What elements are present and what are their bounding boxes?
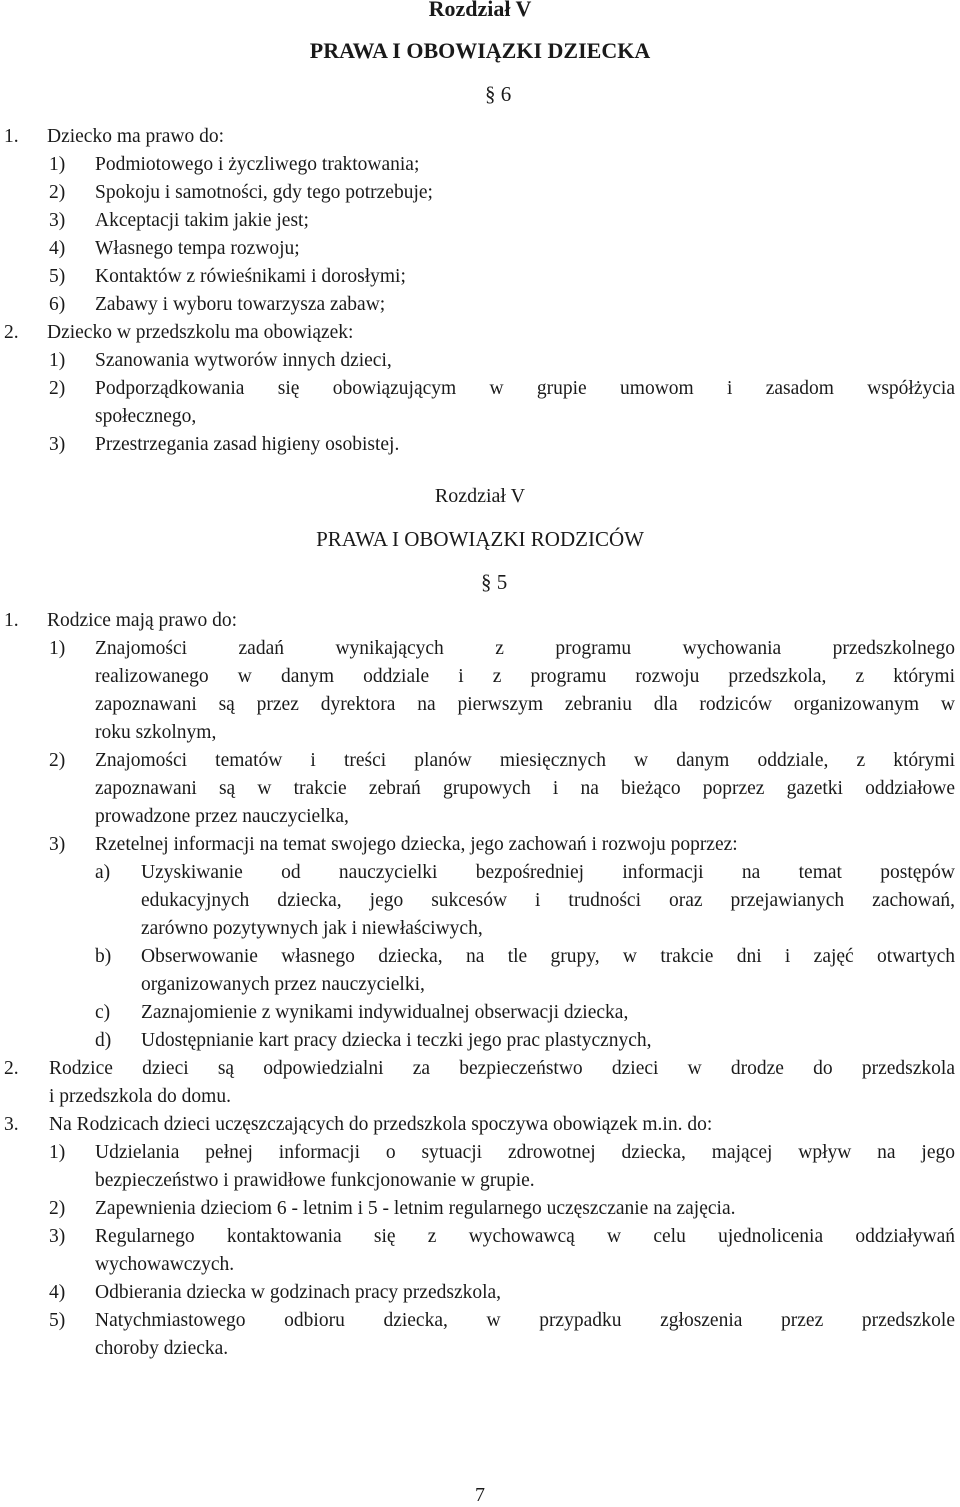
- item-text: Własnego tempa rozwoju;: [95, 238, 300, 259]
- chapter-title: PRAWA I OBOWIĄZKI RODZICÓW: [316, 527, 644, 551]
- item-text: Zapewnienia dzieciom 6 - letnim i 5 - letnim regularnego uczęszczanie na zajęcia.: [95, 1198, 736, 1219]
- item-number: 4): [49, 238, 66, 259]
- item-text: Zabawy i wyboru towarzysza zabaw;: [95, 294, 386, 315]
- subitem-text: Obserwowanie własnego dziecka, na tle grupy, w trakcie dni i zajęć otwartych: [141, 946, 955, 967]
- item-text-continued: prowadzone przez nauczycielka,: [95, 806, 349, 827]
- subitem-letter: a): [95, 862, 111, 883]
- subitem-letter: c): [95, 1002, 111, 1023]
- point-text-continued: i przedszkola do domu.: [49, 1086, 231, 1107]
- item-text: Udzielania pełnej informacji o sytuacji zdrowotnej dziecka, mającej wpływ na jego: [95, 1142, 955, 1163]
- item-text: Spokoju i samotności, gdy tego potrzebuje;: [95, 182, 433, 203]
- item-text-continued: społecznego,: [95, 406, 197, 427]
- point-text: Dziecko w przedszkolu ma obowiązek:: [47, 322, 354, 343]
- point-number: 1.: [4, 126, 19, 147]
- item-number: 3): [49, 1226, 66, 1247]
- subitem-text-continued: organizowanych przez nauczycielki,: [141, 974, 425, 995]
- item-number: 1): [49, 1142, 66, 1163]
- item-text: Podmiotowego i życzliwego traktowania;: [95, 154, 420, 175]
- point-text: Rodzice dzieci są odpowiedzialni za bezpieczeństwo dzieci w drodze do przedszkola: [49, 1058, 955, 1079]
- item-text-continued: zapoznawani są w trakcie zebrań grupowych i na bieżąco poprzez gazetki oddziałowe: [95, 778, 955, 799]
- item-number: 1): [49, 154, 66, 175]
- point-number: 3.: [4, 1114, 19, 1135]
- point-number: 2.: [4, 322, 19, 343]
- item-number: 3): [49, 210, 66, 231]
- item-text-continued: zapoznawani są przez dyrektora na pierwszym zebraniu dla rodziców organizowanym w: [95, 694, 955, 715]
- chapter-heading: [0, 0, 960, 22]
- item-number: 1): [49, 638, 66, 659]
- item-text: Kontaktów z rówieśnikami i dorosłymi;: [95, 266, 406, 287]
- item-number: 3): [49, 834, 66, 855]
- item-text: Rzetelnej informacji na temat swojego dziecka, jego zachowań i rozwoju poprzez:: [95, 834, 738, 855]
- subitem-text-continued: zarówno pozytywnych jak i niewłaściwych,: [141, 918, 483, 939]
- item-number: 2): [49, 378, 66, 399]
- page-number: 7: [475, 1484, 485, 1506]
- chapter-heading-text: Rozdział V: [428, 0, 532, 21]
- item-text: Akceptacji takim jakie jest;: [95, 210, 309, 231]
- point-number: 1.: [4, 610, 19, 631]
- item-text: Znajomości tematów i treści planów miesięcznych w danym oddziale, z którymi: [95, 750, 955, 771]
- point-number: 2.: [4, 1058, 19, 1079]
- item-text: Przestrzegania zasad higieny osobistej.: [95, 434, 400, 455]
- item-text: Natychmiastowego odbioru dziecka, w przypadku zgłoszenia przez przedszkole: [95, 1310, 955, 1331]
- subitem-letter: d): [95, 1030, 112, 1051]
- item-text: Podporządkowania się obowiązującym w grupie umowom i zasadom współżycia: [95, 378, 955, 399]
- item-number: 2): [49, 1198, 66, 1219]
- item-number: 2): [49, 182, 66, 203]
- paragraph-sign: § 5: [481, 570, 508, 594]
- item-text-continued: roku szkolnym,: [95, 722, 217, 743]
- item-number: 2): [49, 750, 66, 771]
- item-text: Regularnego kontaktowania się z wychowawcą w celu ujednolicenia oddziaływań: [95, 1226, 955, 1247]
- item-text: Szanowania wytworów innych dzieci,: [95, 350, 392, 371]
- chapter-title: PRAWA I OBOWIĄZKI DZIECKA: [309, 38, 651, 63]
- item-number: 6): [49, 294, 66, 315]
- subitem-text-continued: edukacyjnych dziecka, jego sukcesów i trudności oraz przejawianych zachowań,: [141, 890, 955, 911]
- item-text-continued: wychowawczych.: [95, 1254, 235, 1275]
- subitem-text: Zaznajomienie z wynikami indywidualnej obserwacji dziecka,: [141, 1002, 629, 1023]
- item-number: 1): [49, 350, 66, 371]
- item-text: Odbierania dziecka w godzinach pracy przedszkola,: [95, 1282, 502, 1303]
- item-number: 5): [49, 266, 66, 287]
- item-number: 4): [49, 1282, 66, 1303]
- item-text: Znajomości zadań wynikających z programu wychowania przedszkolnego: [95, 638, 955, 659]
- subitem-letter: b): [95, 946, 112, 967]
- subitem-text: Udostępnianie kart pracy dziecka i teczki jego prac plastycznych,: [141, 1030, 652, 1051]
- paragraph-sign: § 6: [485, 82, 512, 106]
- item-number: 3): [49, 434, 66, 455]
- subitem-text: Uzyskiwanie od nauczycielki bezpośredniej informacji na temat postępów: [141, 862, 955, 883]
- point-text: Na Rodzicach dzieci uczęszczających do przedszkola spoczywa obowiązek m.in. do:: [49, 1114, 713, 1135]
- point-text: Dziecko ma prawo do:: [47, 126, 225, 147]
- chapter-heading: Rozdział V: [434, 485, 526, 507]
- item-number: 5): [49, 1310, 66, 1331]
- item-text-continued: bezpieczeństwo i prawidłowe funkcjonowanie w grupie.: [95, 1170, 535, 1191]
- point-text: Rodzice mają prawo do:: [47, 610, 238, 631]
- item-text-continued: realizowanego w danym oddziale i z programu rozwoju przedszkola, z którymi: [95, 666, 955, 687]
- item-text-continued: choroby dziecka.: [95, 1338, 229, 1359]
